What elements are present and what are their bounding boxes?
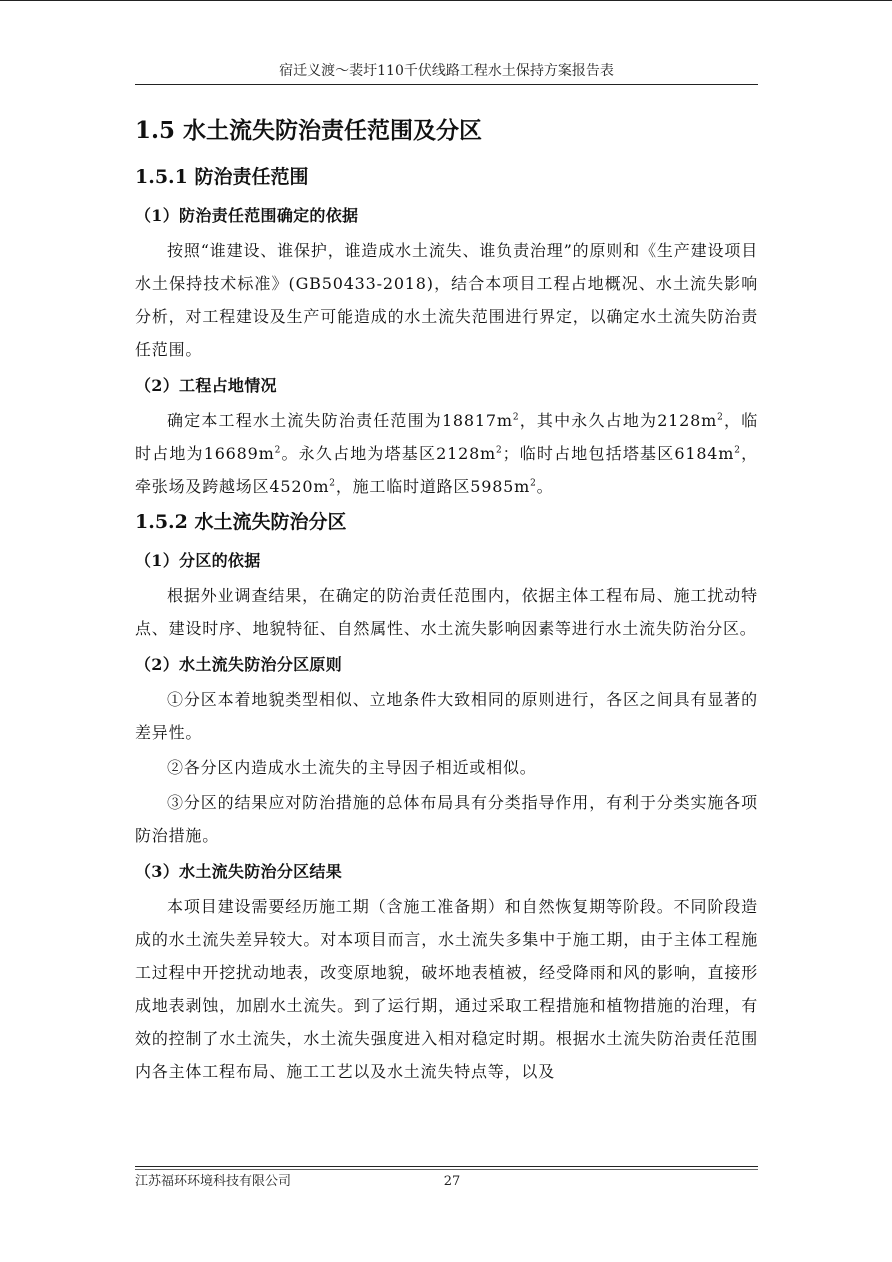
footer-rule-secondary <box>135 1169 758 1170</box>
paragraph-zoning-results: 本项目建设需要经历施工期（含施工准备期）和自然恢复期等阶段。不同阶段造成的水土流失差异较大。对本项目而言，水土流失多集中于施工期，由于主体工程施工过程中开挖扰动地表，改变原地貌，破坏地表植被，经受降雨和风的影响，直接形成地表剥蚀，加剧水土流失。到了运行期，通过采取工程措施和植物措施的治理，有效的控制了水土流失，水土流失强度进入相对稳定时期。根据水土流失防治责任范围内各主体工程布局、施工工艺以及水土流失特点等，以及 <box>135 897 758 1081</box>
top-border-line <box>0 0 892 1</box>
subsection-title-1-5-2: 1.5.2 水土流失防治分区 <box>135 511 347 533</box>
header-rule <box>135 84 758 85</box>
paragraph-principle-3: ③分区的结果应对防治措施的总体布局具有分类指导作用，有利于分类实施各项防治措施。 <box>135 793 758 845</box>
page-header-title: 宿迁义渡～裴圩110千伏线路工程水土保持方案报告表 <box>279 63 614 79</box>
item-heading-zoning-principles: （2）水土流失防治分区原则 <box>135 655 343 674</box>
footer-company-name: 江苏福环环境科技有限公司 <box>135 1174 292 1189</box>
paragraph-basis: 按照“谁建设、谁保护，谁造成水土流失、谁负责治理”的原则和《生产建设项目水土保持技术标准》(GB50433-2018)，结合本项目工程占地概况、水土流失影响分析，对工程建设及生产可能造成的水土流失范围进行界定，以确定水土流失防治责任范围。 <box>135 241 758 359</box>
subsection-title-1-5-1: 1.5.1 防治责任范围 <box>135 166 309 188</box>
footer-rule <box>135 1166 758 1167</box>
paragraph-zoning-basis: 根据外业调查结果，在确定的防治责任范围内，依据主体工程布局、施工扰动特点、建设时序、地貌特征、自然属性、水土流失影响因素等进行水土流失防治分区。 <box>135 586 758 638</box>
paragraph-land-occupation: 确定本工程水土流失防治责任范围为$18817m^2$，其中永久占地为$2128m^2$，临时占地为$16689m^2$。永久占地为塔基区$2128m^2$；临时占地包括塔基区$6184m^2$，牵张场及跨越场区$4520m^2$，施工临时道路区$5985m^2$。 <box>135 411 758 496</box>
item-heading-land-occupation: （2）工程占地情况 <box>135 376 277 395</box>
item-heading-basis: （1）防治责任范围确定的依据 <box>135 206 359 225</box>
section-title: 1.5 水土流失防治责任范围及分区 <box>135 117 483 144</box>
item-heading-zoning-results: （3）水土流失防治分区结果 <box>135 862 343 881</box>
page-number: 27 <box>443 1174 461 1189</box>
item-heading-zoning-basis: （1）分区的依据 <box>135 551 261 570</box>
paragraph-principle-1: ①分区本着地貌类型相似、立地条件大致相同的原则进行，各区之间具有显著的差异性。 <box>135 690 758 742</box>
paragraph-principle-2: ②各分区内造成水土流失的主导因子相近或相似。 <box>167 758 537 777</box>
page-content <box>135 116 758 1090</box>
